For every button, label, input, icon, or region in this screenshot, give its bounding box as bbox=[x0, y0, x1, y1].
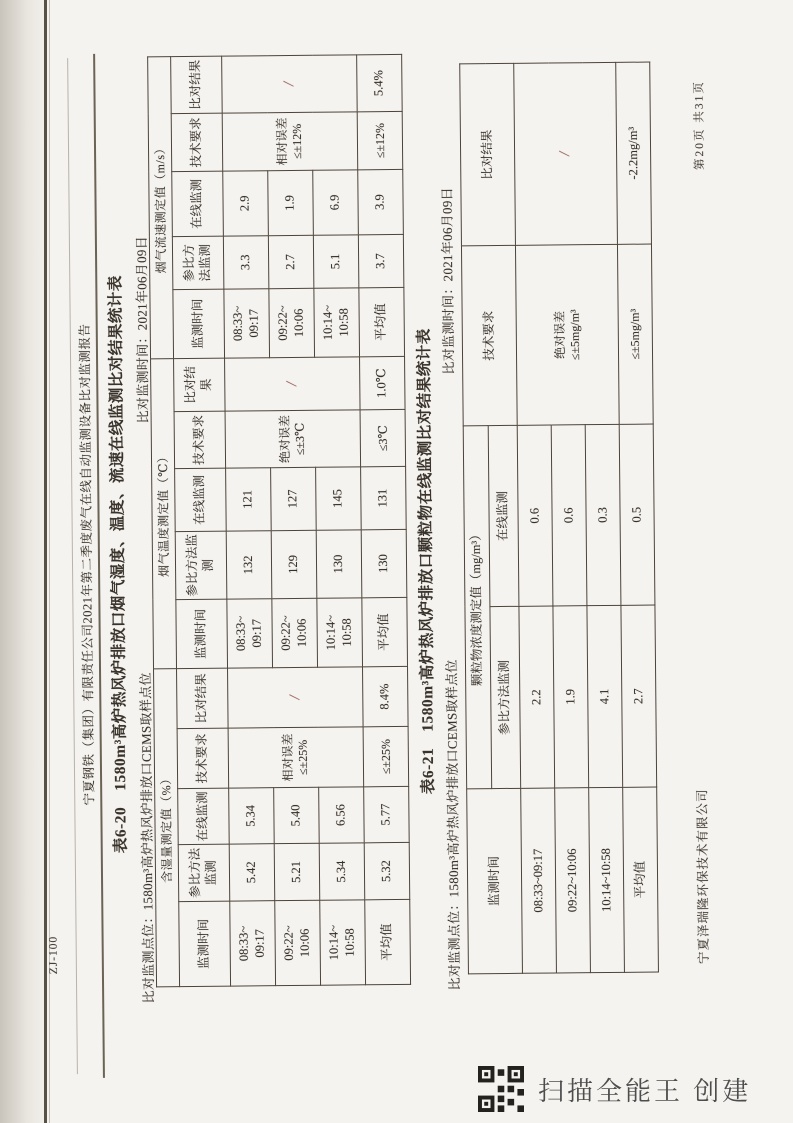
time-cell: 09:22~ 10:06 bbox=[269, 288, 315, 357]
column-header: 比对结果 bbox=[177, 668, 229, 729]
value-cell: 5.21 bbox=[274, 843, 320, 900]
watermark-text: 扫描全能王 创建 bbox=[538, 1075, 752, 1106]
value-cell: 3.3 bbox=[223, 236, 269, 289]
comparison-table-6-20 bbox=[147, 54, 411, 987]
time-cell: 09:22~ 10:06 bbox=[272, 598, 318, 667]
time-cell: 08:33~ 09:17 bbox=[224, 289, 270, 358]
column-header: 监测时间 bbox=[467, 788, 523, 974]
column-header: 技术要求 bbox=[177, 728, 229, 788]
value-cell: 5.77 bbox=[364, 786, 410, 842]
value-cell: 5.34 bbox=[319, 843, 365, 900]
time-cell: 10:14~ 10:58 bbox=[314, 288, 360, 357]
value-cell: 3.9 bbox=[358, 169, 404, 234]
column-header: 技术要求 bbox=[171, 113, 223, 171]
value-cell: 130 bbox=[361, 529, 407, 597]
column-header: 比对结果 bbox=[171, 56, 223, 114]
column-header: 参比方法监测 bbox=[175, 531, 227, 599]
value-cell: 5.40 bbox=[274, 787, 320, 843]
average-label: 平均值 bbox=[359, 287, 405, 356]
table-6-20-site: 比对监测点位：1580m³高炉热风炉排放口CEMS取样点位 bbox=[138, 672, 157, 1004]
report-header: 宁夏钢铁（集团）有限责任公司2021年第二季度废气在线自动监测设备比对监测报告 bbox=[77, 323, 97, 806]
group-label-velocity: 烟气流速测定值（m/s） bbox=[148, 57, 174, 359]
value-cell: 129 bbox=[271, 530, 317, 598]
table-6-21-site: 比对监测点位：1580m³高炉热风炉排放口CEMS取样点位 bbox=[443, 659, 463, 991]
column-header: 在线监测 bbox=[172, 171, 224, 236]
group-label-moisture: 含湿量测定值（%） bbox=[154, 669, 180, 987]
value-cell: 5.34 bbox=[229, 788, 275, 844]
value-cell: 4.1 bbox=[587, 605, 623, 787]
camscanner-watermark bbox=[478, 1066, 751, 1112]
slash-mark: / bbox=[228, 667, 364, 728]
column-header: 技术要求 bbox=[461, 245, 517, 426]
page-number: 第20页 共31页 bbox=[693, 80, 707, 171]
value-cell: 0.5 bbox=[619, 424, 655, 605]
value-cell: 145 bbox=[316, 467, 362, 530]
value-cell: 132 bbox=[226, 531, 272, 599]
value-cell: 0.3 bbox=[585, 424, 621, 605]
value-cell: 6.56 bbox=[319, 787, 365, 843]
table-6-21-title: 表6-21 1580m³高炉热风炉排放口颗粒物在线监测比对结果统计表 bbox=[415, 328, 438, 795]
time-cell: 10:14~ 10:58 bbox=[320, 900, 366, 985]
time-cell: 10:14~ 10:58 bbox=[317, 598, 363, 667]
column-header: 比对结果 bbox=[174, 358, 226, 412]
tech-requirement-cell: ≤3℃ bbox=[360, 409, 406, 466]
footer-company: 宁夏泽瑞隆环保技术有限公司 bbox=[695, 788, 711, 965]
average-label: 平均值 bbox=[623, 787, 659, 972]
tech-requirement-cell: ≤±12% bbox=[357, 111, 403, 169]
column-header-row bbox=[171, 56, 231, 987]
result-value: -2.2mg/m³ bbox=[616, 62, 652, 244]
slash-mark: / bbox=[222, 55, 358, 113]
tech-requirement-cell: ≤±25% bbox=[363, 726, 409, 786]
value-cell: 131 bbox=[361, 466, 407, 529]
result-value: 8.4% bbox=[363, 666, 409, 726]
column-header: 参比方法监测 bbox=[172, 236, 224, 289]
value-cell: 1.9 bbox=[553, 606, 589, 788]
value-cell: 5.42 bbox=[229, 844, 275, 901]
value-cell: 0.6 bbox=[551, 425, 587, 606]
column-header: 在线监测 bbox=[175, 468, 227, 531]
time-cell: 08:33~ 09:17 bbox=[230, 901, 276, 986]
group-label-particulate: 颗粒物浓度测定值（mg/m³） bbox=[463, 426, 491, 789]
value-cell: 5.1 bbox=[313, 235, 359, 288]
qr-icon bbox=[478, 1066, 524, 1112]
slash-mark: / bbox=[225, 357, 361, 411]
value-cell: 121 bbox=[226, 468, 272, 531]
tech-requirement-cell: 绝对误差 ≤±3℃ bbox=[225, 410, 361, 468]
column-header: 技术要求 bbox=[174, 411, 226, 468]
comparison-table-6-21 bbox=[459, 62, 659, 975]
time-cell: 09:22~ 10:06 bbox=[275, 900, 321, 985]
column-header: 比对结果 bbox=[460, 63, 516, 246]
time-cell: 10:14~10:58 bbox=[589, 787, 625, 972]
value-cell: 127 bbox=[271, 467, 317, 530]
result-value: 1.0℃ bbox=[360, 356, 406, 409]
value-cell: 2.7 bbox=[268, 235, 314, 288]
document-code: ZJ-100 bbox=[47, 935, 60, 975]
column-header: 监测时间 bbox=[173, 289, 225, 358]
average-label: 平均值 bbox=[362, 597, 408, 666]
value-cell: 3.7 bbox=[358, 234, 404, 287]
value-cell: 6.9 bbox=[313, 170, 359, 235]
table-6-21-date: 比对监测时间：2021年06月09日 bbox=[439, 187, 457, 375]
result-value: 5.4% bbox=[357, 54, 403, 111]
value-cell: 1.9 bbox=[268, 170, 314, 235]
value-cell: 2.2 bbox=[519, 606, 555, 788]
average-label: 平均值 bbox=[365, 899, 411, 984]
average-row bbox=[357, 54, 411, 984]
column-header: 参比方法监测 bbox=[490, 606, 521, 788]
value-cell: 0.6 bbox=[517, 425, 553, 606]
column-header: 在线监测 bbox=[488, 425, 519, 606]
table-6-20-title: 表6-20 1580m³高炉热风炉排放口烟气湿度、温度、流速在线监测比对结果统计表 bbox=[107, 275, 130, 854]
time-cell: 08:33~09:17 bbox=[521, 788, 557, 973]
value-cell: 2.9 bbox=[223, 171, 269, 236]
tech-requirement-cell: ≤±5mg/m³ bbox=[617, 244, 653, 424]
value-cell: 2.7 bbox=[621, 605, 657, 787]
tech-requirement-cell: 绝对误差 ≤±5mg/m³ bbox=[515, 244, 619, 425]
column-header: 在线监测 bbox=[178, 788, 230, 844]
value-cell: 130 bbox=[316, 530, 362, 598]
value-cell: 5.32 bbox=[364, 842, 410, 899]
tech-requirement-cell: 相对误差 ≤±12% bbox=[222, 112, 358, 171]
time-cell: 08:33~ 09:17 bbox=[227, 599, 273, 668]
tech-requirement-cell: 相对误差 ≤±25% bbox=[228, 727, 364, 788]
column-header: 监测时间 bbox=[176, 599, 228, 668]
group-label-temperature: 烟气温度测定值（℃） bbox=[151, 359, 177, 669]
table-6-20-date: 比对监测时间：2021年06月09日 bbox=[133, 235, 151, 424]
column-header: 参比方法监测 bbox=[178, 844, 230, 901]
slash-mark: / bbox=[514, 62, 618, 245]
column-header: 监测时间 bbox=[179, 901, 231, 986]
time-cell: 09:22~10:06 bbox=[555, 788, 591, 973]
